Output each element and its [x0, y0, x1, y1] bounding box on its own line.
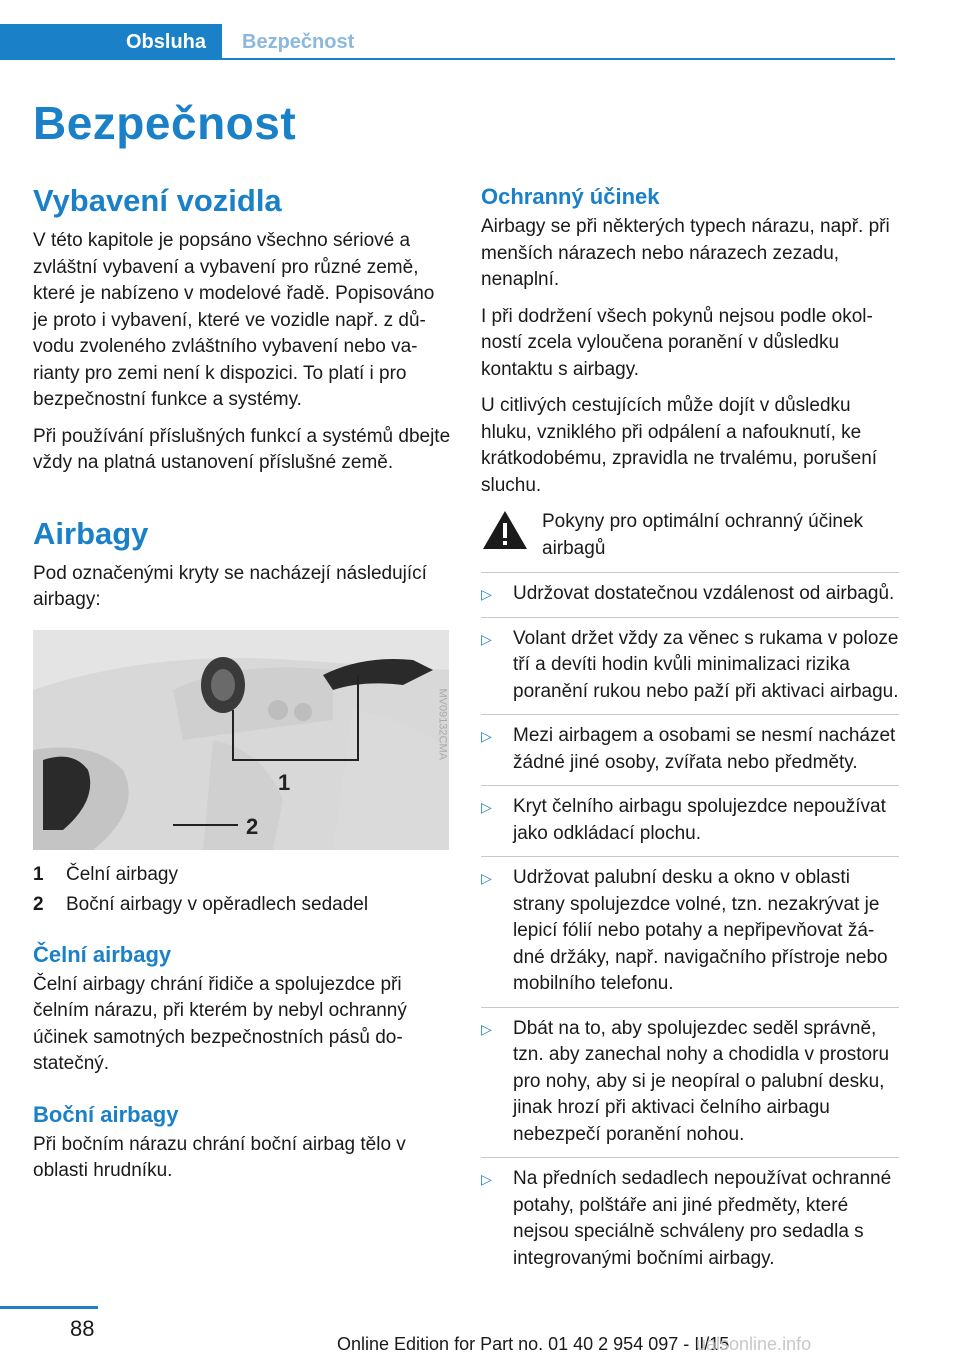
page-number-rule	[0, 1306, 98, 1309]
list-item	[481, 857, 899, 1008]
list-item	[481, 573, 899, 618]
warning-triangle-icon	[481, 509, 529, 551]
triangle-bullet-icon: ▷	[481, 1171, 492, 1187]
triangle-bullet-icon: ▷	[481, 586, 492, 602]
right-column	[481, 182, 899, 1281]
list-item-text: Dbát na to, aby spolujezdec seděl správně, tzn. aby zanechal nohy a chodidla v prostoru pro nohy, aby si je neopíral o palubní desku, jinak hrozí při aktivaci čelního airbagu nebezpečí poranění nohou.	[513, 1017, 890, 1145]
figure-code: MV09132CMA	[437, 687, 449, 760]
triangle-bullet-icon: ▷	[481, 728, 492, 744]
header-rule	[222, 58, 895, 60]
paragraph: Při používání příslušných funkcí a systémů dbejte vždy na platná ustanovení příslušné země.	[33, 425, 451, 473]
section-heading-vybaveni: Vybavení vozidla	[33, 183, 282, 218]
figure-legend	[33, 860, 451, 920]
warning-title: Pokyny pro optimální ochranný účinek airbagů	[542, 511, 864, 559]
list-item	[481, 1158, 899, 1281]
paragraph: Při bočním nárazu chrání boční airbag tělo v oblasti hrudníku.	[33, 1133, 406, 1181]
list-item	[481, 715, 899, 786]
list-item-text: Kryt čelního airbagu spolujezdce nepoužívat jako odkládací plochu.	[513, 796, 886, 844]
list-item-text: Mezi airbagem a osobami se nesmí nacházet žádné jiné osoby, zvířata nebo předměty.	[513, 725, 896, 773]
page-number: 88	[70, 1316, 95, 1341]
subheading-celni-airbagy: Čelní airbagy	[33, 941, 172, 967]
callout-2: 2	[246, 813, 259, 839]
triangle-bullet-icon: ▷	[481, 799, 492, 815]
left-column	[33, 180, 451, 1195]
paragraph: U citlivých cestujících může dojít v důsledku hluku, vzniklého při odpálení a nafouknutí, ke krátkodobému, zpravidla ne trvalému, porušení sluchu.	[481, 395, 878, 496]
list-item-text: Na předních sedadlech nepoužívat ochranné potahy, polštáře ani jiné předměty, které nejsou speciálně schváleny pro sedadla s integrovanými bočními airbagy.	[513, 1168, 892, 1269]
list-item	[481, 1008, 899, 1159]
warning-box	[481, 509, 899, 562]
list-item-text: Volant držet vždy za věnec s rukama v poloze tří a devíti hodin kvůli minimalizaci rizika poranění rukou nebo paží při aktivaci airbagu.	[513, 627, 899, 702]
triangle-bullet-icon: ▷	[481, 630, 492, 647]
triangle-bullet-icon: ▷	[481, 870, 492, 886]
page-title: Bezpečnost	[33, 97, 297, 149]
paragraph: I při dodržení všech pokynů nejsou podle okolností zcela vyloučena poranění v důsledku kontaktu s airbagy.	[481, 305, 873, 380]
legend-number: 2	[33, 893, 44, 915]
legend-item	[33, 890, 451, 920]
list-item-text: Udržovat palubní desku a okno v oblasti strany spolujezdce volné, tzn. nezakrývat je lepicí fólií nebo potahy a nepřipevňovat žádné držáky, např. navigačního přístroje nebo mobilního telefonu.	[513, 867, 888, 994]
airbag-illustration	[33, 630, 449, 850]
legend-text: Boční airbagy v opěradlech sedadel	[66, 893, 369, 915]
list-item-text: Udržovat dostatečnou vzdálenost od airbagů.	[513, 583, 895, 604]
warning-list	[481, 572, 899, 1281]
list-item	[481, 618, 899, 716]
legend-item	[33, 860, 451, 890]
watermark: uals​online.info	[696, 1334, 812, 1354]
paragraph: Airbagy se při některých typech nárazu, např. při menších nárazech nebo nárazech zezadu, nenaplní.	[481, 216, 890, 290]
paragraph: Pod označenými kryty se nacházejí následující airbagy:	[33, 562, 427, 610]
header-bar	[0, 0, 895, 62]
list-item	[481, 786, 899, 857]
tab-bezpecnost[interactable]: Bezpečnost	[242, 30, 355, 53]
section-heading-airbagy: Airbagy	[33, 515, 149, 551]
car-interior-drawing	[33, 630, 449, 850]
tab-obsluha[interactable]: Obsluha	[0, 24, 222, 60]
subheading-bocni-airbagy: Boční airbagy	[33, 1101, 179, 1127]
legend-number: 1	[33, 863, 44, 885]
callout-1: 1	[278, 769, 291, 795]
triangle-bullet-icon: ▷	[481, 1020, 492, 1037]
paragraph: Čelní airbagy chrání řidiče a spolujezdce při čelním nárazu, při kterém by nebyl ochranný účinek samotných bezpečnostních pásů dostatečný.	[33, 973, 407, 1074]
subheading-ochranny-ucinek: Ochranný účinek	[481, 184, 660, 209]
paragraph: V této kapitole je popsáno všechno sériové a zvláštní vybavení a vybavení pro různé země, které je nabízeno v modelové řadě. Popisováno je proto i vybavení, které ve vozidle např. z důvodu zvoleného zvláštního vybavení nebo varianty pro zemi není k dispozici. To platí i pro bezpečnostní funkce a systémy.	[33, 230, 435, 410]
legend-text: Čelní airbagy	[66, 863, 178, 885]
edition-footer: Online Edition for Part no. 01 40 2 954 097 - II/15	[337, 1334, 730, 1354]
